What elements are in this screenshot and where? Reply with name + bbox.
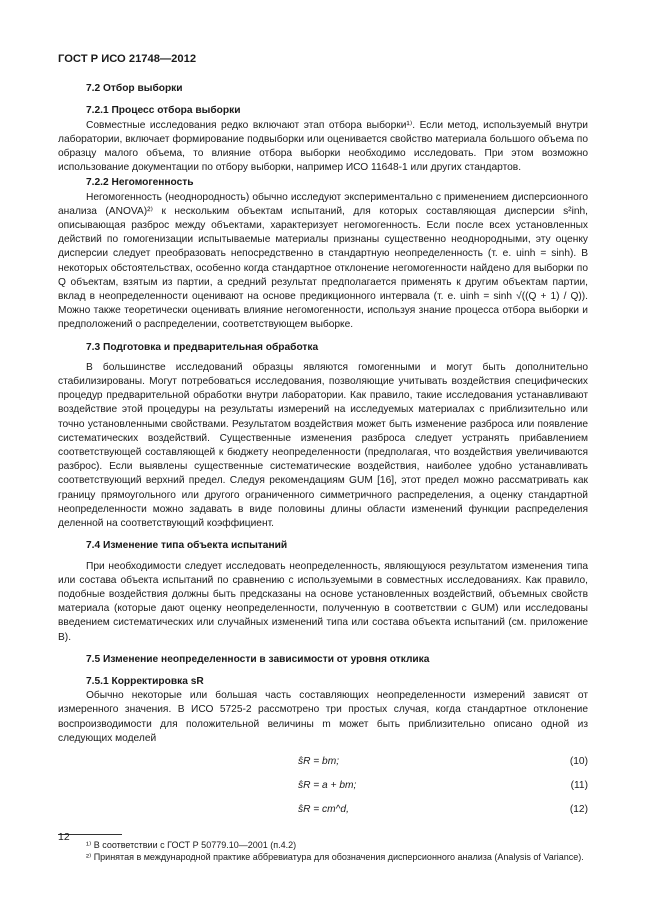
section-7-2-1-paragraph: Совместные исследования редко включают этап отбора выборки¹⁾. Если метод, используемый внутри лаборатории, включает формирование подвыборки или оценивается свойство материала большого объема по образцу малого объема, то влияние отбора выборки необходимо исследовать. При этом возможно использование документации по отбору выборки, например ИСО 11648-1 или других стандартов. <box>58 119 588 174</box>
formula-expression: ŝR = cm^d, <box>298 803 349 815</box>
section-7-2-2-title: 7.2.2 Негомогенность <box>86 177 194 189</box>
section-7-5-1-paragraph: Обычно некоторые или большая часть составляющих неопределенности измерений зависят от измеренного значения. В ИСО 5725-2 рассмотрено три простых случая, когда стандартное отклонение воспроизводимости для положительной величины m может быть приблизительно описано одной из следующих моделей <box>58 690 588 744</box>
section-7-5-title: 7.5 Изменение неопределенности в зависимости от уровня отклика <box>86 653 430 665</box>
document-header: ГОСТ Р ИСО 21748—2012 <box>58 53 197 65</box>
section-7-3-title: 7.3 Подготовка и предварительная обработка <box>86 341 319 353</box>
formula-expression: ŝR = bm; <box>298 755 340 767</box>
formula-number: (12) <box>569 803 588 815</box>
section-7-2-title: 7.2 Отбор выборки <box>86 83 183 95</box>
section-7-4-paragraph: При необходимости следует исследовать неопределенность, являющуюся результатом изменения типа или состава объекта испытаний по сравнению с используемыми в совместных исследованиях. Как правило, подобные воздействия должны быть предсказаны на основе установленных воздействий, объемных свойств материала (которые дают оценку неопределенности, полученную в соответствии с GUM) или исследованы введением систематических или случайных изменений типа или состава объекта испытаний (см. приложение B). <box>58 560 588 643</box>
section-7-3-paragraph: В большинстве исследований образцы являются гомогенными и могут быть дополнительно стабилизированы. Могут потребоваться исследования, позволяющие учитывать воздействия специфических процедур предварительной обработки внутри лаборатории. Как правило, такие исследования устанавливают воздействие этой процедуры на результаты измерений на исследуемых материалах с приблизительно или точно установленными свойствами. Результатом воздействия может быть изменение разброса или появление систематических воздействий. Существенные изменения разброса следует устранять прибавлением соответствующей составляющей к бюджету неопределенности (предполагая, что воздействия увеличиваются разброс). Если выявлены существенные систематические воздействия, наиболее удобно устанавливать соответствующий верхний предел. Следуя рекомендациям GUM [16], этот предел можно рассматривать как границу прямоугольного или другого ограниченного симметричного распределения, а оценку стандартной неопределенности можно задавать в виде половины длины области изменений функции распределения деленной на соответствующий коэффициент. <box>58 361 588 530</box>
footnote-1: ¹⁾ В соответствии с ГОСТ Р 50779.10—2001 (п.4.2) <box>86 839 297 850</box>
section-7-5-1-title: 7.5.1 Корректировка sR <box>86 675 204 687</box>
footnote-2: ²⁾ Принятая в международной практике аббревиатура для обозначения дисперсионного анализа (Analysis of Variance). <box>86 852 584 863</box>
formula-number: (11) <box>570 779 588 791</box>
formula-10 <box>58 752 588 774</box>
section-7-2-2-paragraph: Негомогенность (неоднородность) обычно исследуют экспериментально с применением дисперсионного анализа (ANOVA)²⁾ к нескольким объектам испытаний, для которых составляющая дисперсии s²inh, описывающая разброс между объектами, характеризует негомогенность. Если после всех установленных действий по гомогенизации испытываемые материалы признаны существенно неоднородными, эту оценку дисперсии следует преобразовать непосредственно в стандартную неопределенность (т. е. uinh = sinh). В некоторых обстоятельствах, особенно когда стандартное отклонение негомогенности найдено для выборки по Q объектам, взятым из партии, а средний результат предполагается применять к другим объектам партии, вклад в неопределенности оценивают на основе предикционного интервала (т. е. uinh = sinh √((Q + 1) / Q)). Можно также теоретически оценивать влияние негомогенности, используя знание процесса отбора выборки и предположений о распределении, соответствующем выборке. <box>58 191 588 331</box>
formula-number: (10) <box>569 755 588 767</box>
formula-11 <box>58 776 588 798</box>
section-7-4-title: 7.4 Изменение типа объекта испытаний <box>86 540 288 552</box>
footnotes <box>58 839 588 864</box>
section-7-2-1-title: 7.2.1 Процесс отбора выборки <box>86 105 241 117</box>
formula-12 <box>58 800 588 822</box>
formula-expression: ŝR = a + bm; <box>298 779 357 791</box>
page-number: 12 <box>58 831 70 843</box>
